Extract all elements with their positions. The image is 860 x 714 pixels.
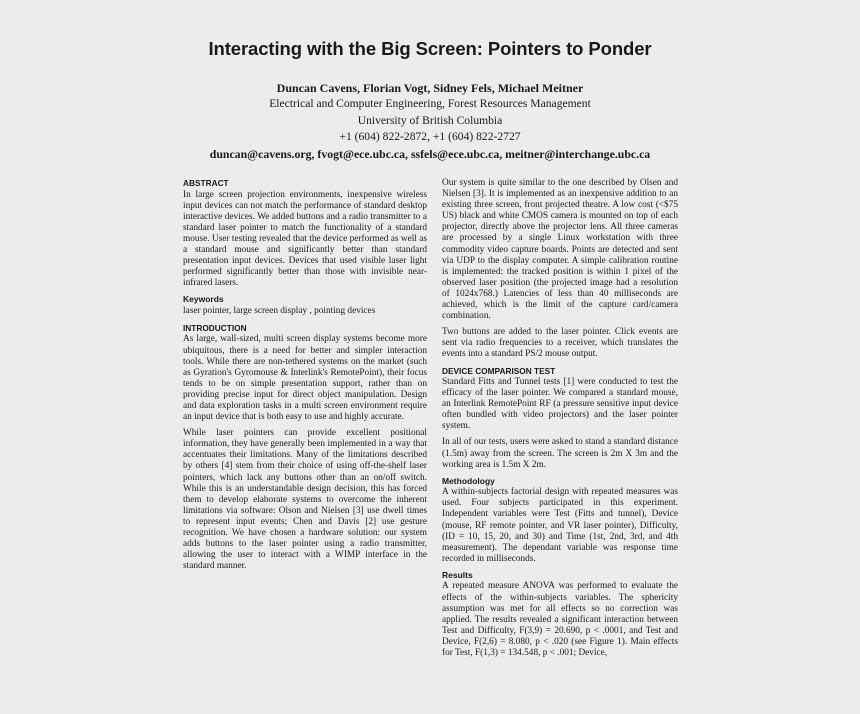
methodology-text: A within-subjects factorial design with repeated measures was used. Four subjects participated in this experiment. Independent variables were Test (Fitts and tunnel), Device (mouse, RF remote pointer, and VR laser pointer), Difficulty, (ID = 10, 15, 20, and 30) and Time (1st, 2nd, 3rd, and 4th measurement). The dependant variable was response time recorded in milliseconds. [442,487,678,564]
author-block [0,80,860,162]
university: University of British Columbia [357,113,503,127]
introduction-paragraph-2: While laser pointers can provide excellent positional information, they have generally been implemented in a way that accentuates their limitations. Many of the limitations described by others [4] stem from their choice of using off-the-shelf laser pointers, which lack any buttons other than an on/off switch. While this is an understandable design decision, this has forced them to develop elaborate systems to overcome the inherent limitations via software: Olson and Nielsen [3] use dwell times to represent input events; Chen and Davis [2] use gesture recognition. We have chosen a hardware solution: our system adds buttons to the laser pointer using a radio transmitter, allowing the user to interact with a WIMP interface in the standard manner. [183,428,427,572]
keywords-text: laser pointer, large screen display , pointing devices [183,305,376,316]
paper-title: Interacting with the Big Screen: Pointers to Ponder [208,38,652,59]
right-column [442,178,678,664]
phone-numbers: +1 (604) 822-2872, +1 (604) 822-2727 [339,129,521,143]
results-heading: Results [442,569,473,580]
author-names: Duncan Cavens, Florian Vogt, Sidney Fels, Michael Meitner [276,81,584,95]
system-paragraph-2: Two buttons are added to the laser pointer. Click events are sent via radio frequencies to a receiver, which translates the events into a standard PS/2 mouse output. [442,327,678,360]
system-paragraph-1: Our system is quite similar to the one described by Olsen and Nielsen [3]. It is implemented as an inexpensive addition to an existing three screen, front projected theatre. A low cost (<$75 US) black and white CMOS camera is mounted on top of each projector, directly above the projector lens. All three cameras are processed by a single Linux workstation with three commodity video capture boards. Points are detected and sent via UDP to the display computer. A simple calibration routine is implemented: the tracked position is within 1 pixel of the observed laser position (the projected image had a resolution of 1024x768.) Latencies of less than 40 milliseconds are achieved, which is the limit of the capture card/camera combination. [442,178,678,322]
device-paragraph-1: Standard Fitts and Tunnel tests [1] were conducted to test the efficacy of the laser pointer. We compared a standard mouse, an Interlink RemotePoint RF (a pressure sensitive input device often bundled with video projectors) and the laser pointer system. [442,377,678,432]
introduction-heading: INTRODUCTION [183,322,247,333]
device-comparison-heading: DEVICE COMPARISON TEST [442,365,556,376]
affiliation: Electrical and Computer Engineering, Forest Resources Management [269,97,591,111]
device-paragraph-2: In all of our tests, users were asked to stand a standard distance (1.5m) away from the screen. The screen is 2m X 3m and the working area is 1.5m X 2m. [442,437,678,470]
abstract-text: In large screen projection environments, inexpensive wireless input devices can not match the performance of standard desktop interactive devices. We added buttons and a radio transmitter to a standard laser pointer to match the functionality of a standard mouse. User testing revealed that the device performed as well as a standard mouse and significantly better than standard presentation input devices. Devices that used visible laser light performed significantly better than those with invisible near-infrared lasers. [183,189,427,289]
left-column [183,178,427,577]
keywords-heading: Keywords [183,294,224,305]
abstract-heading: ABSTRACT [183,178,229,188]
author-emails: duncan@cavens.org, fvogt@ece.ubc.ca, ssfels@ece.ubc.ca, meitner@interchange.ubc.ca [209,147,651,162]
results-text: A repeated measure ANOVA was performed to evaluate the effects of the within-subjects variables. The sphericity assumption was met for all effects so no correction was applied. The results revealed a significant interaction between Test and Difficulty, F(3,9) = 20.690, p < .0001, and Test and Device, F(2,6) = 8.080, p < .020 (see Figure 1). Main effects for Test, F(1,3) = 134.548, p < .001; Device, [442,581,678,658]
introduction-paragraph-1: As large, wall-sized, multi screen display systems become more ubiquitous, there is a need for better and simpler interaction tools. While there are non-tethered systems on the market (such as Gyration's Gyromouse & Interlink's RemotePoint), their focus tends to be on simple presentation support, rather than on providing precise input for direct object manipulation. Design and data exploration tasks in a multi screen environment require an input device that is both easy to use and highly accurate. [183,334,427,423]
methodology-heading: Methodology [442,475,495,486]
